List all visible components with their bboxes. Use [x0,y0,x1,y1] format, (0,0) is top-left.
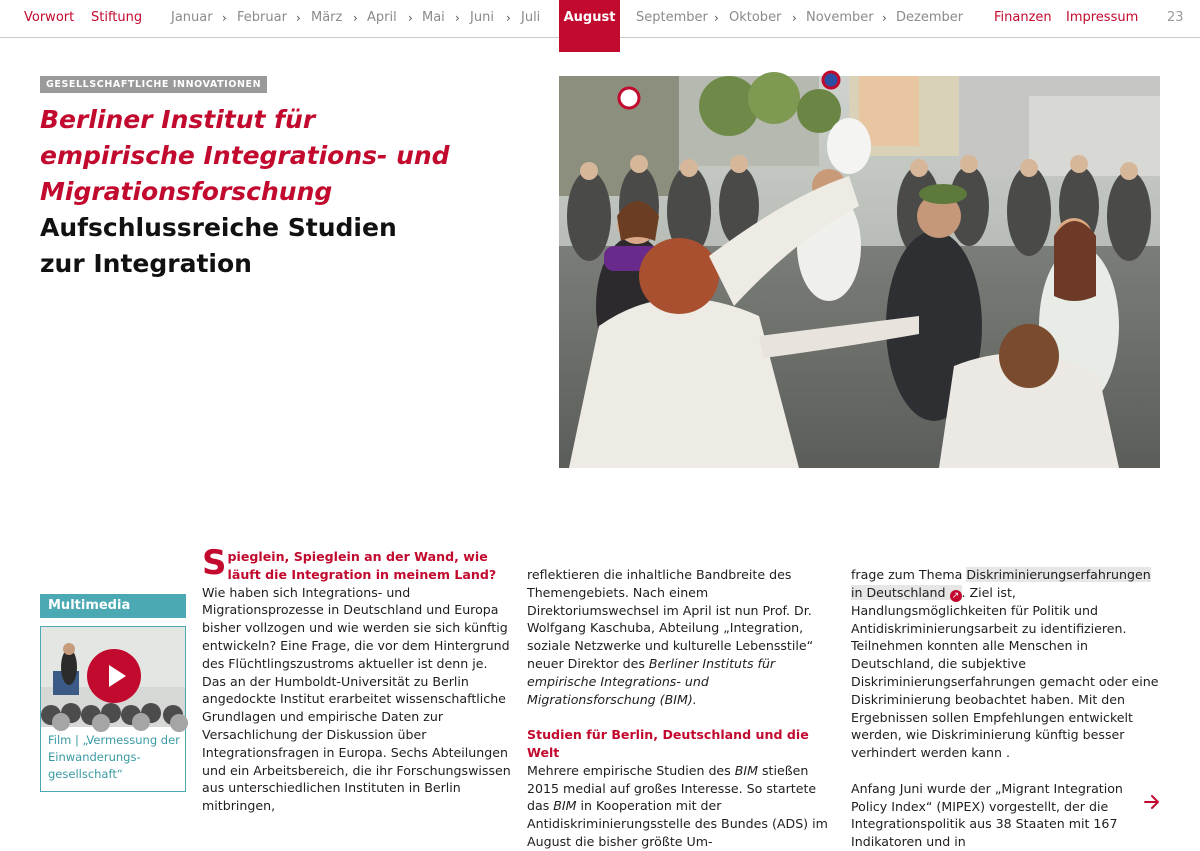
lead-text: pieglein, Spieglein an der Wand, wie läuft die Integration in meinem Land? [227,549,497,582]
body-text: reflektieren die inhaltliche Bandbreite des Themengebiets. Nach einem Direktoriumswechsel im April ist nun Prof. Dr. Wolfgang Kaschuba, Abteilung „Integration, soziale Netzwerke und kulturelle Lebensstile“ neuer Direktor des [527,567,814,671]
nav-month-mai[interactable]: Mai [422,10,445,25]
body-paragraph [527,566,837,708]
body-text: in Kooperation mit der Antidiskriminierungsstelle des Bundes (ADS) im August die bisher größte Um- [527,798,828,849]
nav-month-juli[interactable]: Juli [521,10,541,25]
hero-photo [559,76,1160,468]
chevron-right-icon: › [296,11,301,25]
nav-month-dezember[interactable]: Dezember [896,10,964,25]
body-paragraph [527,762,837,851]
drop-cap: S [202,543,227,583]
article-column-2 [527,566,837,851]
title-line: Berliner Institut für [40,105,316,134]
nav-month-februar[interactable]: Februar [237,10,287,25]
multimedia-video-card[interactable] [40,626,186,792]
page-title [40,102,520,210]
nav-month-september[interactable]: September [636,10,708,25]
chevron-right-icon: › [506,11,511,25]
multimedia-heading: Multimedia [40,594,186,618]
external-link-icon[interactable]: ↗ [950,590,962,602]
nav-month-november[interactable]: November [806,10,874,25]
acronym: BIM [553,798,577,814]
nav-month-april[interactable]: April [367,10,397,25]
chevron-right-icon: › [353,11,358,25]
body-text: stießen 2015 medial auf großes Interesse. So startete das [527,762,817,814]
chevron-right-icon: › [455,11,460,25]
body-text: frage zum Thema [851,567,967,582]
play-icon[interactable] [87,649,141,703]
subtitle-line: zur Integration [40,249,252,278]
section-tag: GESELLSCHAFTLICHE INNOVATIONEN [40,76,267,93]
nav-link-finanzen[interactable]: Finanzen [994,10,1052,25]
article-column-1 [202,543,512,815]
link-text[interactable]: Diskriminierungserfahrungen in Deutschland [851,567,1151,600]
body-paragraph: Wie haben sich Integrations- und Migrationsprozesse in Deutschland und Europa bisher vollzogen und wie werden sie sich künftig entwickeln? Eine Frage, die vor dem Hintergrund des Flüchtlingszustroms aktueller ist denn je. Das an der Humboldt-Universität zu Berlin angedockte Institut erarbeitet wissenschaftliche Grundlagen und empirische Daten zur Versachlichung der Diskussion über Integrationsfragen in Europa. Sechs Abteilungen und ein Arbeitsbereich, die ihr Forschungswissen aus unterschiedlichen Instituten in Berlin mitbringen, [202,584,511,814]
title-line: empirische Integrations- und [40,141,450,170]
article-column-3 [851,566,1161,851]
nav-month-active[interactable] [559,0,620,52]
top-navigation [0,0,1200,38]
body-text: . Ziel ist, Handlungsmöglichkeiten für Politik und Antidiskriminierungsarbeit zu identifizieren. Teilnehmen konnten alle Menschen in Deutschland, die subjektive Diskriminierungserfahrungen gemacht oder eine Diskriminierung beobachtet haben. Mit den Ergebnissen sollen Empfehlungen entwickelt werden, wie Diskriminierung künftig besser verhindert werden kann . [851,584,1159,761]
chevron-right-icon: › [792,11,797,25]
nav-month-august[interactable]: August [563,10,616,25]
nav-month-maerz[interactable]: März [311,10,343,25]
page-number: 23 [1167,10,1184,25]
body-paragraph: Anfang Juni wurde der „Migrant Integration Policy Index“ (MIPEX) vorgestellt, der die Integrationspolitik aus 38 Staaten mit 167 Indikatoren und in [851,780,1123,850]
nav-link-stiftung[interactable]: Stiftung [91,10,143,25]
section-subheading: Studien für Berlin, Deutschland und die Welt [527,727,809,760]
nav-link-impressum[interactable]: Impressum [1066,10,1139,25]
nav-month-januar[interactable]: Januar [171,10,213,25]
article-lead [202,543,512,584]
chevron-right-icon: › [222,11,227,25]
body-text: Mehrere empirische Studien des [527,762,735,778]
subtitle-line: Aufschlussreiche Studien [40,213,397,242]
nav-month-oktober[interactable]: Oktober [729,10,782,25]
arrow-right-icon[interactable] [1142,792,1162,812]
title-line: Migrationsforschung [40,177,333,206]
nav-link-vorwort[interactable]: Vorwort [24,10,75,25]
institute-name: Berliner Instituts für empirische Integrations- und Migrationsforschung (BIM). [527,655,776,707]
page-subtitle [40,210,520,282]
nav-month-juni[interactable]: Juni [470,10,494,25]
acronym: BIM [734,762,758,778]
video-thumbnail[interactable] [41,627,185,727]
chevron-right-icon: › [714,11,719,25]
chevron-right-icon: › [882,11,887,25]
video-caption[interactable]: Film | „Vermessung der Einwanderungs-gesellschaft“ [48,733,180,781]
chevron-right-icon: › [408,11,413,25]
body-paragraph [851,566,1161,762]
